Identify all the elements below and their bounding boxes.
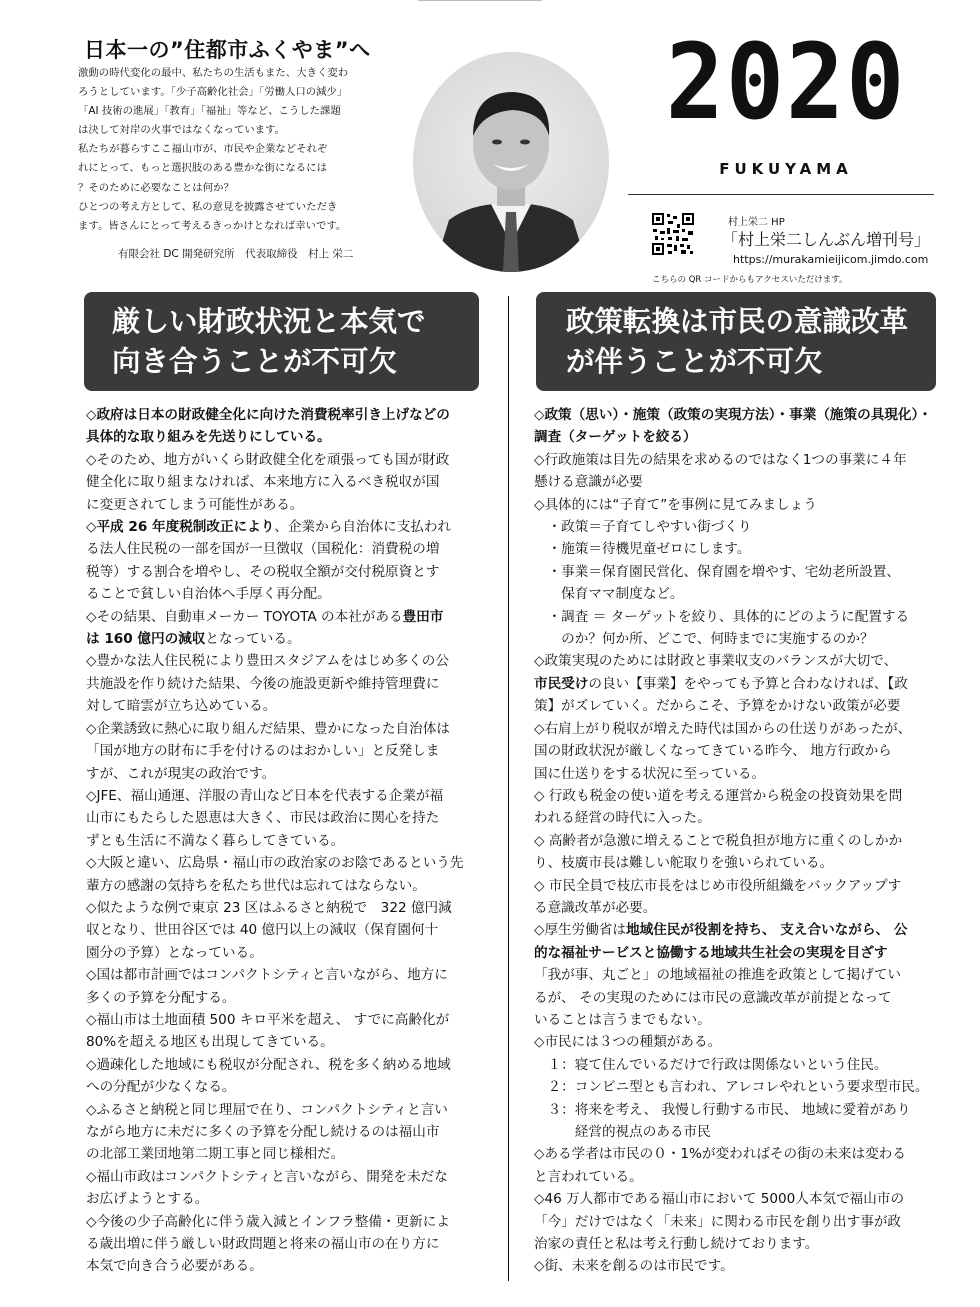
body-text: 国の財政状況が厳しくなってきている昨今、 地方行政から	[534, 743, 892, 760]
right-body-line	[534, 1009, 940, 1031]
left-body-line	[86, 785, 504, 807]
body-text: 「国が地方の財布に手を付けるのはおかしい」と反発しま	[86, 743, 440, 760]
bold-text: 的な福祉サービスと協働する地域共生社会の実現を目ざす	[534, 944, 888, 961]
right-section-title	[536, 292, 936, 391]
body-text: への分配が少なくなる。	[86, 1079, 236, 1096]
right-body-line	[534, 1099, 940, 1121]
right-body-line	[534, 449, 940, 471]
body-text: の北部工業団地第二期工事と同じ様相だ。	[86, 1146, 345, 1163]
right-body-line	[534, 897, 940, 919]
headline: 日本一の”住都市ふくやま”へ	[84, 38, 371, 62]
body-text: 税等）する割合を増やし、その税収全額が交付税原資とす	[86, 563, 440, 580]
right-body-line	[534, 538, 940, 560]
left-body-line	[86, 763, 504, 785]
right-column-body	[534, 404, 940, 1278]
right-body-line	[534, 1255, 940, 1277]
left-body-line	[86, 830, 504, 852]
left-body-line	[86, 404, 504, 426]
right-body-line	[534, 763, 940, 785]
body-text: ◇ふるさと納税と同じ理屈で在り、コンパクトシティと言い	[86, 1101, 448, 1118]
body-text: ◇そのため、地方がいくら財政健全化を頑張っても国が財政	[86, 451, 450, 468]
bold-text: ◇政策（思い）・施策（政策の実現方法）・事業（施策の具現化）・	[534, 407, 932, 423]
qr-note: こちらの QR コードからもアクセスいただけます。	[652, 275, 848, 285]
body-text: る意識改革が必要。	[534, 899, 657, 916]
body-text: 経営的視点のある市民	[534, 1124, 711, 1140]
year-title: 2020	[665, 21, 907, 143]
intro-text	[78, 64, 398, 236]
bold-text: は 160 億円の減収	[86, 631, 206, 648]
hp-title: 「村上栄二しんぶん増刊号」	[722, 230, 931, 249]
right-body-line	[534, 875, 940, 897]
left-body-line	[86, 538, 504, 560]
left-body-line	[86, 1099, 504, 1121]
left-body-line	[86, 1121, 504, 1143]
body-text: 策】がズレていく。だからこそ、予算をかけない政策が必要	[534, 698, 901, 715]
left-section-title	[84, 292, 479, 391]
body-text: 国に仕送りをする状況に至っている。	[534, 765, 766, 782]
left-body-line	[86, 471, 504, 493]
left-body-line	[86, 1076, 504, 1098]
body-text: ・事業＝保育園民営化、保育園を増やす、宅幼老所設置、	[534, 563, 900, 580]
right-body-line	[534, 426, 940, 448]
body-text: ることで貧しい自治体へ手厚く再分配。	[86, 586, 331, 603]
body-text: １：寝て住んでいるだけで行政は関係ないという住民。	[534, 1056, 888, 1073]
right-body-line	[534, 919, 940, 941]
body-text: 山市にもたらした恩恵は大きく、市民は政治に関心を持た	[86, 810, 440, 827]
right-body-line	[534, 807, 940, 829]
right-body-line	[534, 718, 940, 740]
body-text: ◇ 行政も税金の使い道を考える運営から税金の投資効果を問	[534, 787, 903, 804]
body-text: ◇その結果、自動車メーカー TOYOTA の本社がある	[86, 608, 403, 625]
left-body-line	[86, 516, 504, 538]
body-text: ◇政策実現のためには財政と事業収支のバランスが大切で、	[534, 653, 898, 670]
body-text: 80%を超える地区も出現してきている。	[86, 1034, 334, 1051]
intro-line: ます。皆さんにとって考えるきっかけとなれば幸いです。	[78, 219, 347, 232]
intro-line: れにとって、もっと選択肢のある豊かな街になるには	[78, 162, 327, 175]
body-text: ◇行政施策は目先の結果を求めるのではなく1つの事業に４年	[534, 451, 907, 468]
body-text: ◇街、未来を創るのは市民です。	[534, 1258, 734, 1275]
body-text: ながら地方に未だに多くの予算を分配し続けるのは福山市	[86, 1124, 440, 1140]
body-text: ◇豊かな法人住民税により豊田スタジアムをはじめ多くの公	[86, 653, 449, 670]
right-body-line	[534, 852, 940, 874]
left-body-line	[86, 1188, 504, 1210]
body-text: る歳出増に伴う厳しい財政問題と将来の福山市の在り方に	[86, 1236, 440, 1253]
body-text: ◇46 万人都市である福山市において 5000人本気で福山市の	[534, 1191, 905, 1208]
left-body-line	[86, 561, 504, 583]
right-title-line: が伴うことが不可欠	[566, 345, 823, 378]
body-text: ◇大阪と違い、広島県・福山市の政治家のお陰であるという先	[86, 855, 464, 872]
body-text: 保育ママ制度など。	[534, 586, 684, 603]
right-body-line	[534, 494, 940, 516]
body-text: ◇ 高齢者が急激に増えることで税負担が地方に重くのしかか	[534, 832, 903, 849]
qr-code-icon[interactable]	[651, 212, 695, 256]
body-text: ◇ある学者は市民の０・1%が変わればその街の未来は変わる	[534, 1146, 906, 1163]
body-text: に変更されてしまう可能性がある。	[86, 496, 304, 513]
body-text: 収となり、世田谷区では 40 億円以上の減収（保育園何十	[86, 922, 439, 939]
body-text: 輩方の感謝の気持ちを私たち世代は忘れてはならない。	[86, 877, 426, 894]
body-text: 健全化に取り組まなければ、本来地方に入るべき税収が国	[86, 474, 440, 491]
left-body-line	[86, 919, 504, 941]
left-body-line	[86, 650, 504, 672]
body-text: ・施策＝待機児童ゼロにします。	[534, 541, 751, 558]
left-body-line	[86, 628, 504, 650]
body-text: り、枝廣市長は難しい舵取りを強いられている。	[534, 855, 834, 872]
body-text: ・調査 ＝ ターゲットを絞り、具体的にどのように配置する	[534, 608, 910, 625]
right-body-line	[534, 1076, 940, 1098]
body-text: ◇福山市は土地面積 500 キロ平米を超え、 すでに高齢化が	[86, 1011, 450, 1028]
left-body-line	[86, 426, 504, 448]
bold-text: 豊田市	[402, 608, 444, 625]
body-text: ◇ 市民全員で枝広市長をはじめ市役所組織をバックアップす	[534, 877, 902, 894]
right-body-line	[534, 1031, 940, 1053]
body-text: ◇厚生労働省は	[534, 922, 627, 939]
body-text: ２：コンビニ型とも言われ、アレコレやれという要求型市民。	[534, 1079, 929, 1096]
right-body-line	[534, 561, 940, 583]
body-text: ◇市民には３つの種類がある。	[534, 1034, 722, 1051]
author-signature: 有限会社 DC 開発研究所 代表取締役 村上 栄二	[118, 248, 354, 260]
right-body-line	[534, 1054, 940, 1076]
intro-line: ろうとしています。「少子高齢化社会」「労働人口の減少」	[78, 86, 348, 99]
right-body-line	[534, 942, 940, 964]
right-body-line	[534, 1143, 940, 1165]
left-body-line	[86, 449, 504, 471]
body-text: いることは言うまでもない。	[534, 1011, 711, 1028]
left-body-line	[86, 942, 504, 964]
right-body-line	[534, 1188, 940, 1210]
right-body-line	[534, 830, 940, 852]
body-text: 本気で向き合う必要がある。	[86, 1258, 263, 1275]
bold-text: 市民受け	[534, 675, 589, 692]
hp-label: 村上栄二 HP	[728, 217, 785, 228]
left-body-line	[86, 1054, 504, 1076]
left-column-body	[86, 404, 504, 1278]
right-body-line	[534, 650, 940, 672]
body-text: ◇過疎化した地域にも税収が分配され、税を多く納める地域	[86, 1056, 451, 1073]
left-body-line	[86, 695, 504, 717]
body-text: と言われている。	[534, 1168, 643, 1185]
left-body-line	[86, 987, 504, 1009]
bold-text: 調査（ターゲットを絞る）	[534, 429, 697, 446]
left-body-line	[86, 1009, 504, 1031]
bold-text: ◇平成 26 年度税制改正により	[86, 519, 275, 536]
portrait-photo	[413, 52, 609, 272]
body-text: 対して暗雲が立ち込めている。	[86, 698, 277, 715]
body-text: ◇右肩上がり税収が増えた時代は国からの仕送りがあったが、	[534, 720, 912, 737]
right-title-line: 政策転換は市民の意識改革	[566, 305, 909, 338]
body-text: の良い【事業】をやっても予算と合わなければ、【政	[588, 675, 908, 692]
body-text: 「今」だけではなく「未来」に関わる市民を創り出す事が政	[534, 1213, 902, 1230]
left-body-line	[86, 897, 504, 919]
body-text: 治家の責任と私は考え行動し続けております。	[534, 1236, 819, 1253]
right-body-line	[534, 987, 940, 1009]
intro-line: ？そのために必要なことは何か？	[78, 181, 234, 194]
body-text: ◇国は都市計画ではコンパクトシティと言いながら、地方に	[86, 967, 448, 984]
right-body-line	[534, 606, 940, 628]
left-body-line	[86, 494, 504, 516]
left-body-line	[86, 1143, 504, 1165]
right-body-line	[534, 1166, 940, 1188]
body-text: ３：将来を考え、 我慢し行動する市民、 地域に愛着があり	[534, 1101, 911, 1118]
body-text: ◇福山市政はコンパクトシティと言いながら、開発を未だな	[86, 1168, 448, 1185]
bold-text: 地域住民が役割を持ち、 支え合いながら、 公	[626, 922, 908, 939]
body-text: ◇似たような例で東京 23 区はふるさと納税で 322 億円減	[86, 899, 452, 916]
right-body-line	[534, 471, 940, 493]
body-text: お広げようとする。	[86, 1191, 209, 1208]
body-text: となっている。	[205, 631, 301, 648]
right-body-line	[534, 583, 940, 605]
body-text: 懸ける意識が必要	[534, 474, 643, 491]
body-text: 「我が事、丸ごと」の地域福祉の推進を政策として掲げてい	[534, 967, 902, 984]
intro-line: 私たちが暮らすここ福山市が、市民や企業などそれぞ	[78, 143, 328, 156]
left-body-line	[86, 1031, 504, 1053]
bold-text: ◇政府は日本の財政健全化に向けた消費税率引き上げなどの	[86, 407, 450, 423]
body-text: る法人住民税の一部を国が一旦徴収（国税化：消費税の増	[86, 541, 440, 558]
right-body-line	[534, 1121, 940, 1143]
left-title-line: 厳しい財政状況と本気で	[112, 305, 426, 338]
right-body-line	[534, 785, 940, 807]
city-name: FUKUYAMA	[719, 160, 853, 178]
right-body-line	[534, 1211, 940, 1233]
body-text: ◇具体的には“子育て”を事例に見てみましょう	[534, 496, 817, 513]
right-body-line	[534, 404, 940, 426]
body-text: すが、これが現実の政治です。	[86, 765, 276, 782]
right-body-line	[534, 740, 940, 762]
left-body-line	[86, 1233, 504, 1255]
left-body-line	[86, 1211, 504, 1233]
right-body-line	[534, 516, 940, 538]
intro-line: 激動の時代変化の最中、私たちの生活もまた、大きく変わ	[78, 67, 349, 79]
body-text: われる経営の時代に入った。	[534, 810, 711, 827]
left-title-line: 向き合うことが不可欠	[112, 345, 398, 378]
hp-url-link[interactable]: https://murakamieijicom.jimdo.com	[733, 253, 929, 266]
left-body-line	[86, 875, 504, 897]
right-body-line	[534, 1233, 940, 1255]
body-text: 多くの予算を分配する。	[86, 989, 236, 1006]
left-body-line	[86, 606, 504, 628]
body-text: ◇企業誘致に熱心に取り組んだ結果、豊かになった自治体は	[86, 720, 450, 737]
body-text: ◇JFE、福山通運、洋服の青山など日本を代表する企業が福	[86, 787, 444, 804]
header-rule	[628, 194, 934, 195]
intro-line: ひとつの考え方として、私の意見を披露させていただき	[78, 200, 338, 213]
left-body-line	[86, 807, 504, 829]
left-body-line	[86, 1255, 504, 1277]
right-body-line	[534, 695, 940, 717]
left-body-line	[86, 673, 504, 695]
right-body-line	[534, 673, 940, 695]
body-text: 、企業から自治体に支払われ	[274, 519, 452, 536]
right-body-line	[534, 964, 940, 986]
right-body-line	[534, 628, 940, 650]
body-text: ずとも生活に不満なく暮らしてきている。	[86, 832, 345, 849]
body-text: ◇今後の少子高齢化に伴う歳入減とインフラ整備・更新によ	[86, 1213, 450, 1230]
left-body-line	[86, 852, 504, 874]
body-text: のか？何か所、どこで、何時までに実施するのか？	[534, 631, 874, 648]
body-text: ・政策＝子育てしやすい街づくり	[534, 519, 752, 536]
column-divider	[508, 296, 509, 1281]
intro-line: は決して対岸の火事ではなくなっています。	[78, 124, 285, 137]
left-body-line	[86, 583, 504, 605]
body-text: 共施設を作り続けた結果、今後の施設更新や維持管理費に	[86, 675, 440, 692]
left-body-line	[86, 718, 504, 740]
left-body-line	[86, 1166, 504, 1188]
intro-line: 「AI 技術の進展」「教育」「福祉」等など、こうした課題	[78, 105, 341, 118]
body-text: るが、 その実現のためには市民の意識改革が前提となって	[534, 989, 892, 1006]
top-edge-line	[418, 0, 542, 1]
left-body-line	[86, 740, 504, 762]
body-text: 園分の予算）となっている。	[86, 944, 263, 961]
left-body-line	[86, 964, 504, 986]
bold-text: 具体的な取り組みを先送りにしている。	[86, 429, 331, 446]
